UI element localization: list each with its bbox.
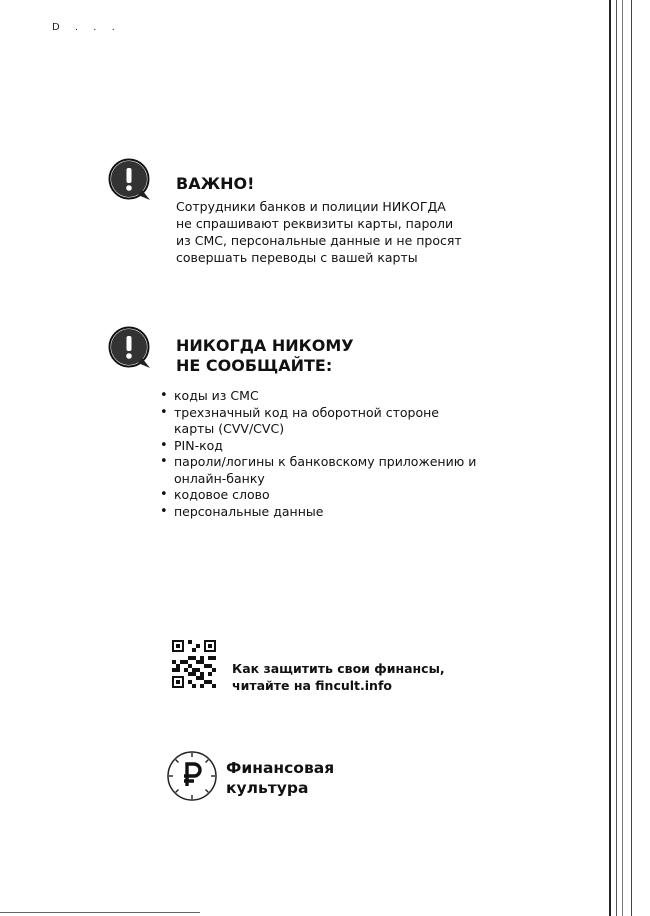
brand-name-line: Финансовая [226,759,335,777]
important-line: совершать переводы с вашей карты [176,250,418,265]
list-item: • пароли/логины к банковскому приложению и онлайн-банку [160,454,494,487]
list-item: • коды из СМС [160,388,490,405]
list-item: • PIN-код [160,438,490,455]
scan-mark: D . . . [52,22,121,33]
important-line: из СМС, персональные данные и не просят [176,233,462,248]
qr-code-icon [172,640,216,688]
list-item: • трехзначный код на оборотной стороне карты (CVV/CVC) [160,405,464,438]
list-item: • кодовое слово [160,487,490,504]
ruble-clock-icon [164,748,220,804]
never-tell-title [176,336,416,376]
never-tell-title-line: НИКОГДА НИКОМУ [176,336,354,355]
exclamation-bubble-icon [108,158,152,202]
important-line: Сотрудники банков и полиции НИКОГДА [176,199,446,214]
qr-caption-line: Как защитить свои финансы, [232,661,445,676]
qr-caption-line: читайте на fincult.info [232,678,392,693]
important-line: не спрашивают реквизиты карты, пароли [176,216,454,231]
scan-bottom-line [0,912,200,913]
brand-name-line: культура [226,779,309,797]
scan-edge-line [616,0,617,916]
scan-edge-line [622,0,623,916]
scan-edge-line [631,0,632,916]
brand-name [226,758,334,798]
qr-caption [232,660,452,694]
never-tell-list [160,388,490,520]
important-title: ВАЖНО! [176,174,255,193]
never-tell-title-line: НЕ СООБЩАЙТЕ: [176,356,333,375]
list-item: • персональные данные [160,504,490,521]
scan-edge-line [609,0,611,916]
important-text [176,198,476,266]
exclamation-bubble-icon [108,326,152,370]
